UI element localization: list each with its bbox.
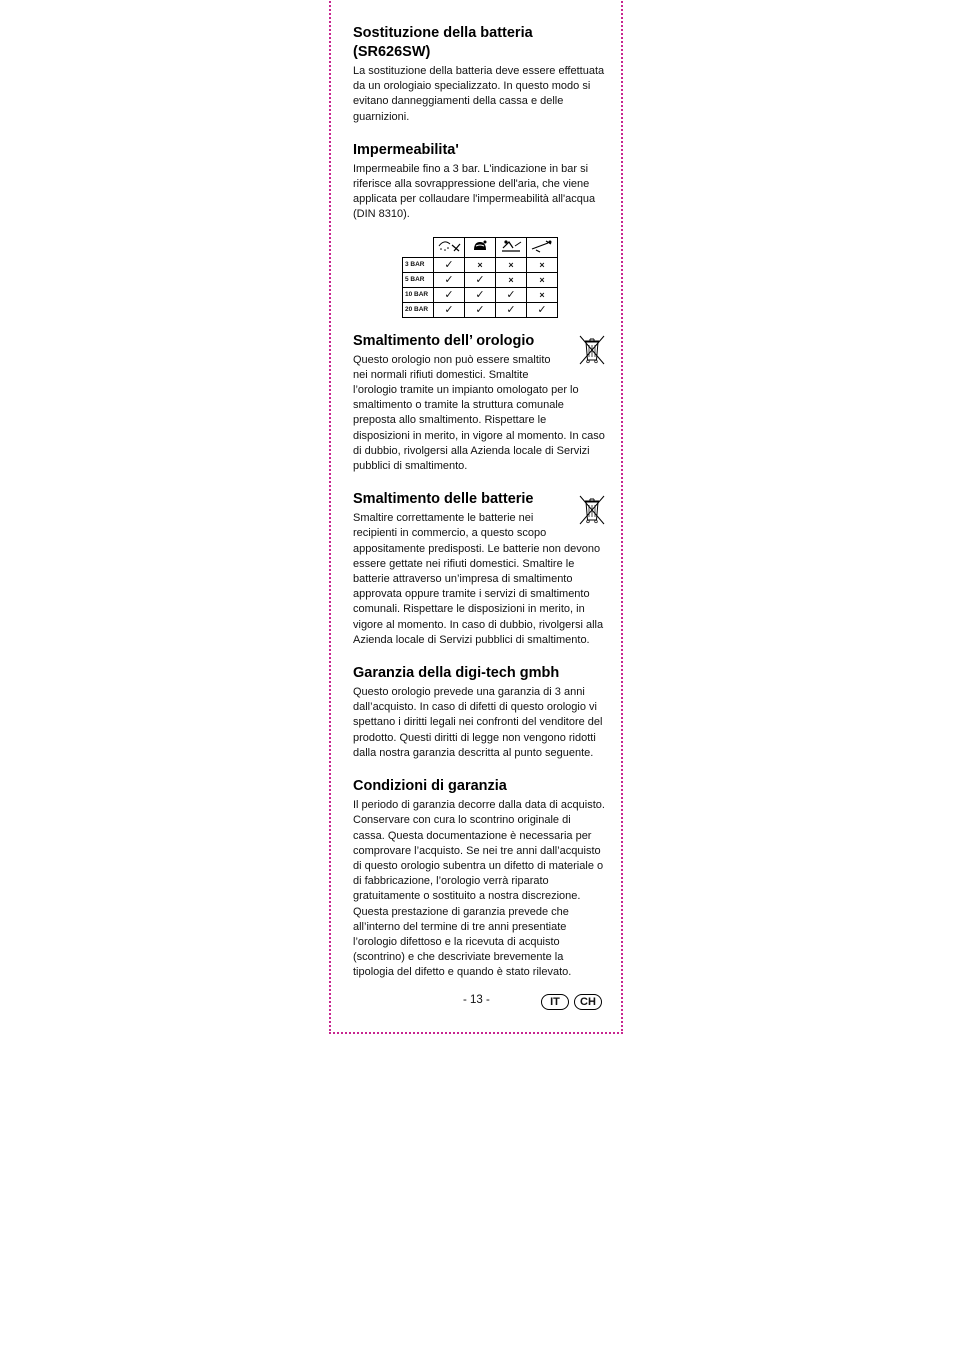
section-disposal-watch bbox=[353, 332, 605, 475]
language-badge-ch: CH bbox=[574, 994, 602, 1010]
cross-mark: × bbox=[527, 287, 558, 302]
cross-mark: × bbox=[527, 272, 558, 287]
page-number: - 13 - bbox=[463, 994, 490, 1006]
check-mark: ✓ bbox=[496, 302, 527, 317]
check-mark: ✓ bbox=[496, 287, 527, 302]
section-body: Il periodo di garanzia decorre dalla data di acquisto. Conservare con cura lo scontrino originale di cassa. Questa documentazione è necessaria per comprovare l’acquisto. Se nei tre anni dall’acquisto di questo orologio subentra un difetto di materiale o di fabbricazione, l’orologio verrà riparato gratuitamente o sostituito a nostra discrezione. Questa prestazione di garanzia prevede che all’interno del termine di tre anni presentiate l’orologio difettoso e la ricevuta di acquisto (scontrino) e che descriviate brevemente la tipologia del difetto e quando è stato rilevato. bbox=[353, 799, 605, 979]
section-title: Impermeabilita' bbox=[353, 141, 459, 158]
row-label: 5 BAR bbox=[403, 272, 434, 287]
cross-mark: × bbox=[496, 272, 527, 287]
water-resistance-table bbox=[402, 237, 558, 318]
check-mark: ✓ bbox=[434, 287, 465, 302]
cross-mark: × bbox=[527, 257, 558, 272]
washing-hand-icon bbox=[465, 237, 496, 257]
content bbox=[353, 24, 605, 997]
check-mark: ✓ bbox=[527, 302, 558, 317]
page-footer bbox=[353, 992, 605, 1012]
row-label: 20 BAR bbox=[403, 302, 434, 317]
table-row bbox=[403, 287, 558, 302]
crossed-bin-icon bbox=[577, 494, 607, 526]
section-title: Garanzia della digi-tech gmbh bbox=[353, 665, 560, 682]
check-mark: ✓ bbox=[434, 302, 465, 317]
section-title: Sostituzione della batteria (SR626SW) bbox=[353, 25, 533, 60]
section-disposal-batteries bbox=[353, 490, 605, 648]
table-row bbox=[403, 257, 558, 272]
rain-splash-icon bbox=[434, 237, 465, 257]
section-warranty bbox=[353, 664, 605, 761]
section-body: Questo orologio non può essere smaltito nei normali rifiuti domestici. Smaltite l’orologio tramite un impianto omologato per lo smaltimento o tramite la struttura comunale preposta allo smaltimento. Rispettare le disposizioni in merito, in vigore al momento. In caso di dubbio, rivolgersi alla Azienda locale di Servizi pubblici di smaltimento. bbox=[353, 353, 605, 473]
swimming-icon bbox=[496, 237, 527, 257]
check-mark: ✓ bbox=[465, 272, 496, 287]
cross-mark: × bbox=[496, 257, 527, 272]
section-battery bbox=[353, 24, 605, 125]
table-row bbox=[403, 302, 558, 317]
section-title: Smaltimento dell’ orologio bbox=[353, 332, 535, 349]
check-mark: ✓ bbox=[434, 272, 465, 287]
check-mark: ✓ bbox=[465, 302, 496, 317]
section-body: Impermeabile fino a 3 bar. L'indicazione in bar si riferisce alla sovrappressione dell'aria, che viene applicata per collaudare l'impermeabilità all'acqua (DIN 8310). bbox=[353, 162, 596, 221]
table-row bbox=[403, 272, 558, 287]
section-title: Condizioni di garanzia bbox=[353, 778, 507, 795]
section-warranty-conditions bbox=[353, 777, 605, 980]
row-label: 10 BAR bbox=[403, 287, 434, 302]
check-mark: ✓ bbox=[465, 287, 496, 302]
check-mark: ✓ bbox=[434, 257, 465, 272]
cross-mark: × bbox=[465, 257, 496, 272]
section-body: La sostituzione della batteria deve essere effettuata da un orologiaio specializzato. In questo modo si evitano danneggiamenti della cassa e delle guarnizioni. bbox=[353, 65, 605, 123]
section-water-resistance bbox=[353, 141, 605, 223]
crossed-bin-icon bbox=[577, 334, 607, 366]
diving-icon bbox=[527, 237, 558, 257]
section-title: Smaltimento delle batterie bbox=[353, 491, 534, 508]
page bbox=[329, 0, 623, 1034]
language-badge-it: IT bbox=[541, 994, 569, 1010]
section-body: Smaltire correttamente le batterie nei recipienti in commercio, a questo scopo appositamente predisposti. Le batterie non devono essere gettate nei rifiuti domestici. Smaltire le batterie attraverso un’impresa di smaltimento approvata oppure tramite i servizi di smaltimento comunali. Rispettare le disposizioni in merito, in vigore al momento. In caso di dubbio, rivolgersi alla Azienda locale di Servizi pubblici di smaltimento. bbox=[353, 512, 604, 646]
row-label: 3 BAR bbox=[403, 257, 434, 272]
section-body: Questo orologio prevede una garanzia di 3 anni dall’acquisto. In caso di difetti di questo orologio vi spettano i diritti legali nei confronti del venditore del prodotto. Questi diritti di legge non vengono ridotti dalla nostra garanzia descritta al punto seguente. bbox=[353, 686, 603, 759]
